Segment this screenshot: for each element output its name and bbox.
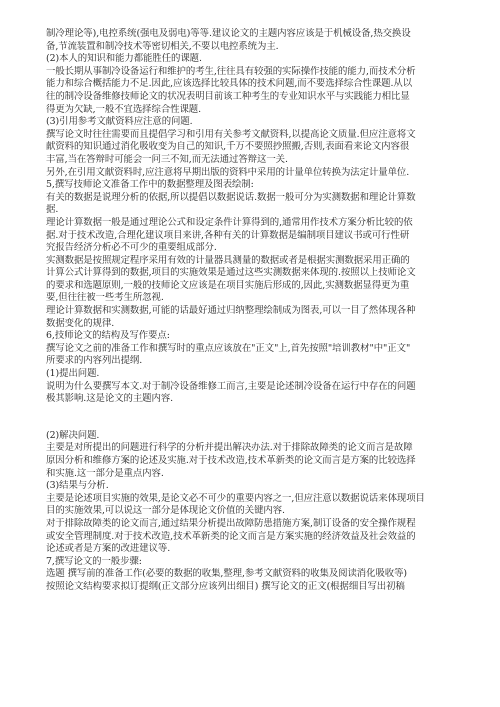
section-gap: [46, 406, 462, 430]
text-line: 一般长期从事制冷设备运行和维护的考生,往往具有较强的实际操作技能的能力,而技术分析: [46, 65, 416, 77]
text-line: 所要求的内容列出提纲.: [46, 355, 143, 367]
text-line: 选题 撰写前的准备工作(必要的数据的收集,整理,参考文献资料的收集及阅读消化吸收等): [46, 568, 408, 580]
text-line: 究报告经济分析必不可少的重要组成部分.: [46, 242, 217, 254]
text-line: 据.对于技术改造,合理化建议项目来讲,各种有关的计算数据是编制项目建议书或可行性研: [46, 229, 410, 241]
text-line: 备,节流装置和制冷技术等密切相关,不要以电控系统为主.: [46, 40, 279, 52]
text-line: 理论计算数据一般是通过理论公式和设定条件计算得到的,通常用作技术方案分析比较的依: [46, 216, 413, 228]
text-line: 制冷理论等),电控系统(强电及弱电)等等.建议论文的主题内容应该是于机械设备,热交换设: [46, 28, 411, 39]
text-line: 原因分析和维修方案的论述及实施.对于技术改造,技术革新类的论文而言是方案的比较选择: [46, 455, 416, 466]
text-line: (2)解决问题.: [46, 429, 100, 441]
document-section-1: [46, 28, 462, 406]
text-line: 计算公式计算得到的数据,项目的实施效果是通过这些实测数据来体现的.按照以上技师论文: [46, 267, 416, 279]
text-line: 往的制冷设备维修技师论文的状况表明目前该工种考生的专业知识水平与实践能力相比显: [46, 90, 410, 102]
text-line: 说明为什么要撰写本文.对于制冷设备维修工而言,主要是论述制冷设备在运行中存在的问题: [46, 380, 416, 392]
text-line: 另外,在引用文献资料时,应注意将早期出版的资料中采用的计量单位转换为法定计量单位.: [46, 166, 410, 178]
text-line: 实测数据是按照规定程序采用有效的计量器具测量的数据或者是根据实测数据采用正确的: [46, 254, 410, 266]
text-line: 按照论文结构要求拟订提纲(正文部分应该列出细目) 撰写论文的正文(根据细目写出初稿: [46, 580, 405, 592]
document-page: [46, 28, 462, 594]
text-line: 理论计算数据和实测数据,可能的话最好通过归纳整理绘制成为图表,可以一目了然体现各种: [46, 305, 416, 317]
text-line: 6,技师论文的结构及写作要点:: [46, 330, 170, 342]
text-line: 的要求和选题原则,一般的技师论文应该是在项目实施后形成的,因此,实测数据显得更为重: [46, 279, 410, 291]
text-line: 数据变化的规律.: [46, 317, 115, 329]
text-line: 主要是对所提出的问题进行科学的分析并提出解决办法.对于排除故障类的论文而言是故障: [46, 442, 413, 454]
text-line: 丰富,当在答辩时可能会一问三不知,而无法通过答辩这一关.: [46, 153, 288, 165]
text-line: 有关的数据是说理分析的依据,所以提倡以数据说话.数据一般可分为实测数据和理论计算数: [46, 191, 416, 203]
text-line: 目的实施效果,可以说这一部分是体现论文价值的关键内容.: [46, 505, 285, 517]
text-line: 撰写论文时往往需要而且提倡学习和引用有关参考文献资料,以提高论文质量.但应注意将文: [46, 128, 416, 140]
document-section-2: [46, 430, 462, 594]
text-line: 对于排除故障类的论文而言,通过结果分析提出故障防患措施方案,制订设备的安全操作规程: [46, 517, 416, 529]
text-line: (2)本人的知识和能力都能胜任的课题.: [46, 53, 202, 65]
text-line: (3)引用参考文献资料应注意的问题.: [46, 116, 193, 128]
text-line: 据.: [46, 204, 59, 216]
text-line: 或安全管理制度.对于技术改造,技术革新类的论文而言是方案实施的经济效益及社会效益的: [46, 530, 416, 542]
text-line: (3)结果与分析.: [46, 480, 109, 492]
text-line: 能力和综合概括能力不足.因此,应该选择比较具体的技术问题,而不要选择综合性课题.从以: [46, 78, 413, 90]
text-line: 献资料的知识通过消化吸收变为自己的知识,千万不要照抄照搬,否则,表面看来论文内容很: [46, 141, 410, 153]
text-line: 要,但往往被一些考生所忽视.: [46, 292, 164, 304]
text-line: 极其影响.这是论文的主题内容.: [46, 393, 174, 405]
text-line: 主要是论述项目实施的效果,是论文必不可少的重要内容之一,但应注意以数据说话来体现项目: [46, 492, 425, 504]
text-line: 7,撰写论文的一般步骤:: [46, 555, 142, 567]
text-line: 撰写论文之前的准备工作和撰写时的重点应该放在"正文"上,首先按照"培训教材"中"正文": [46, 342, 411, 354]
text-line: 论述或者是方案的改进建议等.: [46, 543, 171, 555]
text-line: 得更为欠缺,一般不宜选择综合性课题.: [46, 103, 202, 115]
text-line: 和实施.这一部分是重点内容.: [46, 467, 164, 479]
text-line: 5,撰写技师论文准备工作中的数据整理及图表绘制:: [46, 179, 254, 191]
text-line: (1)提出问题.: [46, 368, 100, 380]
